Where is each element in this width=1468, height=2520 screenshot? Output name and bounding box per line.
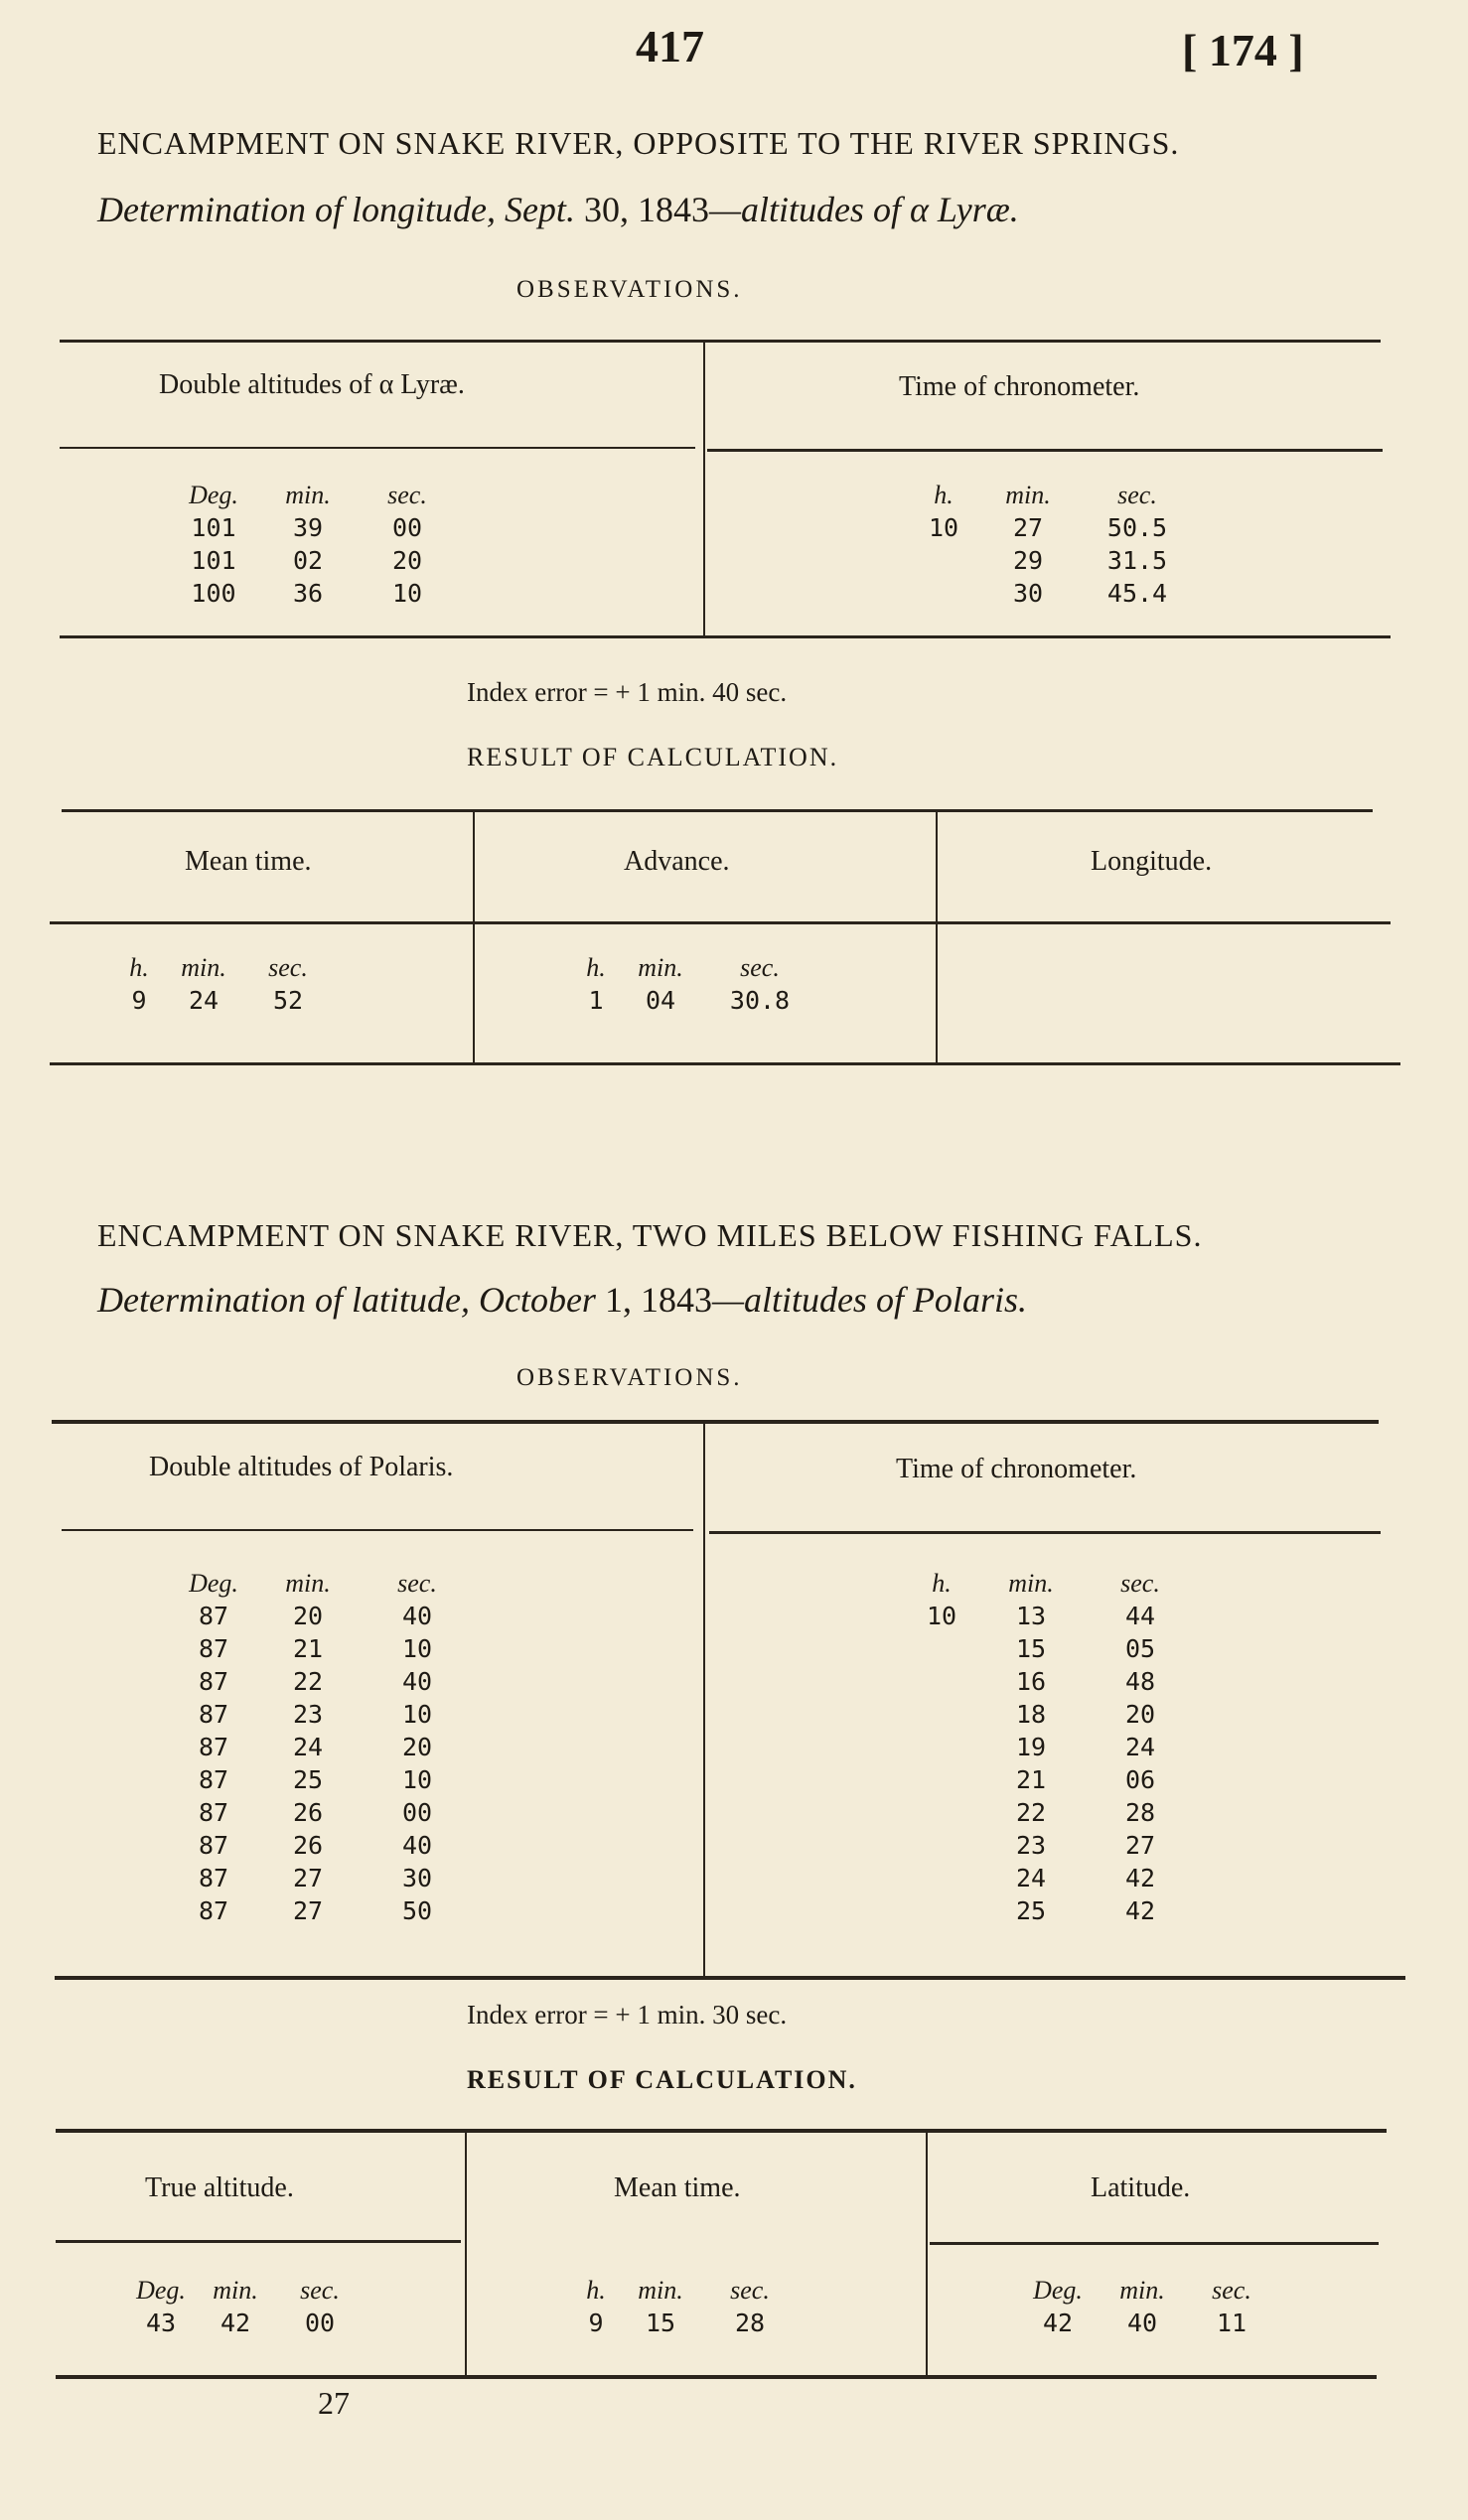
table-rule-bottom — [50, 1062, 1400, 1065]
cell: 16 — [1015, 1667, 1047, 1696]
units-row — [576, 951, 814, 984]
cell: 50 — [401, 1896, 433, 1925]
cell: 24 — [1124, 1733, 1156, 1761]
cell: 10 — [928, 513, 959, 542]
table-row — [179, 1632, 467, 1665]
unit-sec: sec. — [1120, 1569, 1160, 1598]
table-rule-header-left — [56, 2240, 461, 2243]
table-column-divider — [936, 812, 938, 1065]
unit-sec: sec. — [730, 2276, 770, 2305]
section2-observations-label: OBSERVATIONS. — [516, 1364, 743, 1391]
cell: 25 — [292, 1765, 324, 1794]
cell — [912, 1862, 971, 1894]
cell: 18 — [1015, 1700, 1047, 1729]
units-row — [576, 2274, 795, 2307]
unit-deg: Deg. — [189, 481, 238, 509]
cell: 00 — [304, 2309, 336, 2337]
cell: 87 — [198, 1700, 229, 1729]
cell: 20 — [1124, 1700, 1156, 1729]
cell: 21 — [292, 1634, 324, 1663]
table-row — [914, 544, 1192, 577]
cell: 40 — [401, 1667, 433, 1696]
unit-sec: sec. — [387, 481, 427, 509]
table-row — [179, 1698, 467, 1731]
cell — [912, 1665, 971, 1698]
table-row — [912, 1600, 1190, 1632]
cell: 87 — [198, 1602, 229, 1630]
table-row — [912, 1796, 1190, 1829]
cell: 20 — [401, 1733, 433, 1761]
cell: 20 — [391, 546, 423, 575]
table-row — [576, 984, 814, 1017]
table-row — [179, 1665, 467, 1698]
cell: 87 — [198, 1864, 229, 1892]
cell: 24 — [292, 1733, 324, 1761]
cell: 44 — [1124, 1602, 1156, 1630]
table-rule-header-right — [709, 1531, 1381, 1534]
cell: 87 — [198, 1896, 229, 1925]
cell: 40 — [1126, 2309, 1158, 2337]
section2-index-error: Index error = + 1 min. 30 sec. — [467, 2000, 788, 2030]
true-altitude-block — [131, 2274, 360, 2339]
table-row — [912, 1862, 1190, 1894]
unit-sec: sec. — [740, 953, 780, 982]
altitudes-block — [179, 1567, 467, 1927]
col-header-true-altitude: True altitude. — [145, 2172, 294, 2203]
col-header-time-of-chronometer: Time of chronometer. — [899, 371, 1140, 402]
cell: 42 — [1124, 1896, 1156, 1925]
table-row — [912, 1665, 1190, 1698]
table-row — [912, 1763, 1190, 1796]
cell: 101 — [191, 546, 236, 575]
section1-subtitle-star: α Lyræ. — [909, 190, 1019, 229]
cell: 39 — [292, 513, 324, 542]
advance-block — [576, 951, 814, 1017]
section2-subtitle-date: 1, 1843 — [604, 1280, 712, 1320]
cell: 29 — [1012, 546, 1044, 575]
cell: 87 — [198, 1634, 229, 1663]
table-column-divider — [473, 812, 475, 1065]
right-page-number: [ 174 ] — [1182, 25, 1304, 75]
cell: 21 — [1015, 1765, 1047, 1794]
cell: 28 — [1124, 1798, 1156, 1827]
table-row — [1023, 2307, 1271, 2339]
mean-time-block — [119, 951, 328, 1017]
cell: 10 — [401, 1634, 433, 1663]
cell — [914, 544, 973, 577]
cell: 1 — [588, 986, 604, 1015]
units-row — [1023, 2274, 1271, 2307]
table-rule-top — [60, 340, 1381, 343]
cell: 87 — [198, 1733, 229, 1761]
cell: 45.4 — [1106, 579, 1168, 608]
signature-mark: 27 — [318, 2385, 350, 2421]
table-row — [174, 577, 452, 610]
cell: 31.5 — [1106, 546, 1168, 575]
table-row — [131, 2307, 360, 2339]
cell: 30 — [401, 1864, 433, 1892]
cell: 9 — [131, 986, 147, 1015]
table-row — [576, 2307, 795, 2339]
left-page-number: 417 — [636, 21, 704, 71]
cell: 15 — [1015, 1634, 1047, 1663]
cell: 28 — [734, 2309, 766, 2337]
unit-min: min. — [213, 2276, 258, 2305]
cell: 26 — [292, 1831, 324, 1860]
cell — [912, 1763, 971, 1796]
section2-subtitle-part-a: Determination of latitude, October — [97, 1280, 605, 1320]
unit-min: min. — [638, 953, 683, 982]
table-row — [179, 1796, 467, 1829]
unit-min: min. — [1119, 2276, 1165, 2305]
unit-h: h. — [932, 1569, 952, 1598]
table-rule-header-right — [930, 2242, 1379, 2245]
unit-sec: sec. — [268, 953, 308, 982]
times-block — [914, 479, 1192, 610]
cell: 30.8 — [729, 986, 791, 1015]
cell: 27 — [292, 1864, 324, 1892]
section1-index-error: Index error = + 1 min. 40 sec. — [467, 677, 788, 707]
table-row — [179, 1600, 467, 1632]
altitudes-block — [174, 479, 452, 610]
section1-title: ENCAMPMENT ON SNAKE RIVER, OPPOSITE TO THE RIVER SPRINGS. — [97, 125, 1180, 161]
cell: 87 — [198, 1831, 229, 1860]
section1-observations-label: OBSERVATIONS. — [516, 276, 743, 303]
cell: 06 — [1124, 1765, 1156, 1794]
cell: 02 — [292, 546, 324, 575]
table-row — [179, 1731, 467, 1763]
section1-subtitle-date: 30, 1843 — [583, 190, 709, 229]
col-header-time-of-chronometer: Time of chronometer. — [896, 1454, 1137, 1484]
cell: 42 — [220, 2309, 251, 2337]
units-row — [131, 2274, 360, 2307]
table-column-divider — [465, 2133, 467, 2376]
latitude-block — [1023, 2274, 1271, 2339]
cell: 15 — [645, 2309, 676, 2337]
section1-result-label: RESULT OF CALCULATION. — [467, 743, 839, 771]
cell: 87 — [198, 1798, 229, 1827]
cell: 27 — [1124, 1831, 1156, 1860]
cell: 40 — [401, 1831, 433, 1860]
cell: 27 — [1012, 513, 1044, 542]
units-row — [174, 479, 452, 511]
unit-deg: Deg. — [189, 1569, 238, 1598]
table-row — [912, 1829, 1190, 1862]
cell: 52 — [272, 986, 304, 1015]
col-header-double-altitudes: Double altitudes of α Lyræ. — [159, 369, 465, 400]
table-rule-bottom — [60, 635, 1391, 638]
col-header-double-altitudes: Double altitudes of Polaris. — [149, 1452, 454, 1482]
cell: 42 — [1042, 2309, 1074, 2337]
unit-min: min. — [1008, 1569, 1054, 1598]
table-row — [174, 511, 452, 544]
unit-h: h. — [934, 481, 954, 509]
unit-min: min. — [285, 481, 331, 509]
table-rule-header-left — [60, 447, 695, 449]
cell — [912, 1894, 971, 1927]
units-row — [912, 1567, 1190, 1600]
cell: 10 — [401, 1765, 433, 1794]
table-row — [174, 544, 452, 577]
cell — [912, 1632, 971, 1665]
unit-sec: sec. — [1117, 481, 1157, 509]
cell — [912, 1731, 971, 1763]
cell — [914, 577, 973, 610]
section1-subtitle-part-c: —altitudes of — [708, 190, 910, 229]
table-rule-top — [56, 2129, 1387, 2133]
table-row — [912, 1632, 1190, 1665]
cell: 87 — [198, 1765, 229, 1794]
table-row — [912, 1698, 1190, 1731]
cell: 43 — [145, 2309, 177, 2337]
cell — [912, 1698, 971, 1731]
section2-result-label: RESULT OF CALCULATION. — [467, 2065, 857, 2094]
cell: 40 — [401, 1602, 433, 1630]
cell: 10 — [401, 1700, 433, 1729]
table-column-divider — [926, 2133, 928, 2376]
cell: 10 — [391, 579, 423, 608]
section2-subtitle — [97, 1279, 1027, 1321]
unit-deg: Deg. — [136, 2276, 186, 2305]
col-header-mean-time: Mean time. — [614, 2172, 741, 2203]
table-rule-header-right — [707, 449, 1383, 452]
cell: 26 — [292, 1798, 324, 1827]
table-row — [119, 984, 328, 1017]
table-row — [912, 1731, 1190, 1763]
units-row — [119, 951, 328, 984]
col-header-advance: Advance. — [624, 846, 730, 877]
cell: 19 — [1015, 1733, 1047, 1761]
unit-min: min. — [285, 1569, 331, 1598]
unit-h: h. — [586, 953, 606, 982]
table-row — [179, 1862, 467, 1894]
cell: 48 — [1124, 1667, 1156, 1696]
col-header-longitude: Longitude. — [1091, 846, 1213, 877]
cell — [912, 1829, 971, 1862]
section2-title: ENCAMPMENT ON SNAKE RIVER, TWO MILES BELOW FISHING FALLS. — [97, 1217, 1203, 1253]
table-rule-bottom — [55, 1976, 1405, 1980]
unit-sec: sec. — [397, 1569, 437, 1598]
table-column-divider — [703, 1422, 705, 1978]
cell: 23 — [292, 1700, 324, 1729]
unit-sec: sec. — [300, 2276, 340, 2305]
times-block — [912, 1567, 1190, 1927]
cell: 87 — [198, 1667, 229, 1696]
table-rule-header — [50, 921, 1391, 924]
cell: 22 — [292, 1667, 324, 1696]
cell: 101 — [191, 513, 236, 542]
cell: 9 — [588, 2309, 604, 2337]
unit-h: h. — [129, 953, 149, 982]
unit-min: min. — [1005, 481, 1051, 509]
col-header-latitude: Latitude. — [1091, 2172, 1191, 2203]
cell: 23 — [1015, 1831, 1047, 1860]
table-rule-bottom — [56, 2375, 1377, 2379]
cell: 30 — [1012, 579, 1044, 608]
col-header-mean-time: Mean time. — [185, 846, 312, 877]
cell: 25 — [1015, 1896, 1047, 1925]
cell: 10 — [926, 1602, 957, 1630]
table-rule-top — [52, 1420, 1379, 1424]
cell: 04 — [645, 986, 676, 1015]
unit-deg: Deg. — [1033, 2276, 1083, 2305]
table-row — [912, 1894, 1190, 1927]
cell: 42 — [1124, 1864, 1156, 1892]
cell — [912, 1796, 971, 1829]
cell: 13 — [1015, 1602, 1047, 1630]
section2-subtitle-part-c: —altitudes of Polaris. — [711, 1280, 1027, 1320]
section1-subtitle-part-a: Determination of longitude, Sept. — [97, 190, 584, 229]
table-row — [914, 577, 1192, 610]
cell: 100 — [191, 579, 236, 608]
unit-min: min. — [638, 2276, 683, 2305]
table-row — [179, 1763, 467, 1796]
table-row — [914, 511, 1192, 544]
table-rule-top — [62, 809, 1373, 812]
table-row — [179, 1894, 467, 1927]
cell: 00 — [391, 513, 423, 542]
cell: 22 — [1015, 1798, 1047, 1827]
table-rule-header-left — [62, 1529, 693, 1531]
cell: 11 — [1216, 2309, 1248, 2337]
unit-min: min. — [181, 953, 226, 982]
cell: 05 — [1124, 1634, 1156, 1663]
section1-subtitle — [97, 189, 1019, 230]
table-column-divider — [703, 340, 705, 637]
unit-sec: sec. — [1212, 2276, 1251, 2305]
units-row — [179, 1567, 467, 1600]
cell: 50.5 — [1106, 513, 1168, 542]
table-row — [179, 1829, 467, 1862]
units-row — [914, 479, 1192, 511]
mean-time-block — [576, 2274, 795, 2339]
cell: 36 — [292, 579, 324, 608]
unit-h: h. — [586, 2276, 606, 2305]
cell: 00 — [401, 1798, 433, 1827]
cell: 20 — [292, 1602, 324, 1630]
cell: 24 — [1015, 1864, 1047, 1892]
cell: 27 — [292, 1896, 324, 1925]
cell: 24 — [188, 986, 220, 1015]
